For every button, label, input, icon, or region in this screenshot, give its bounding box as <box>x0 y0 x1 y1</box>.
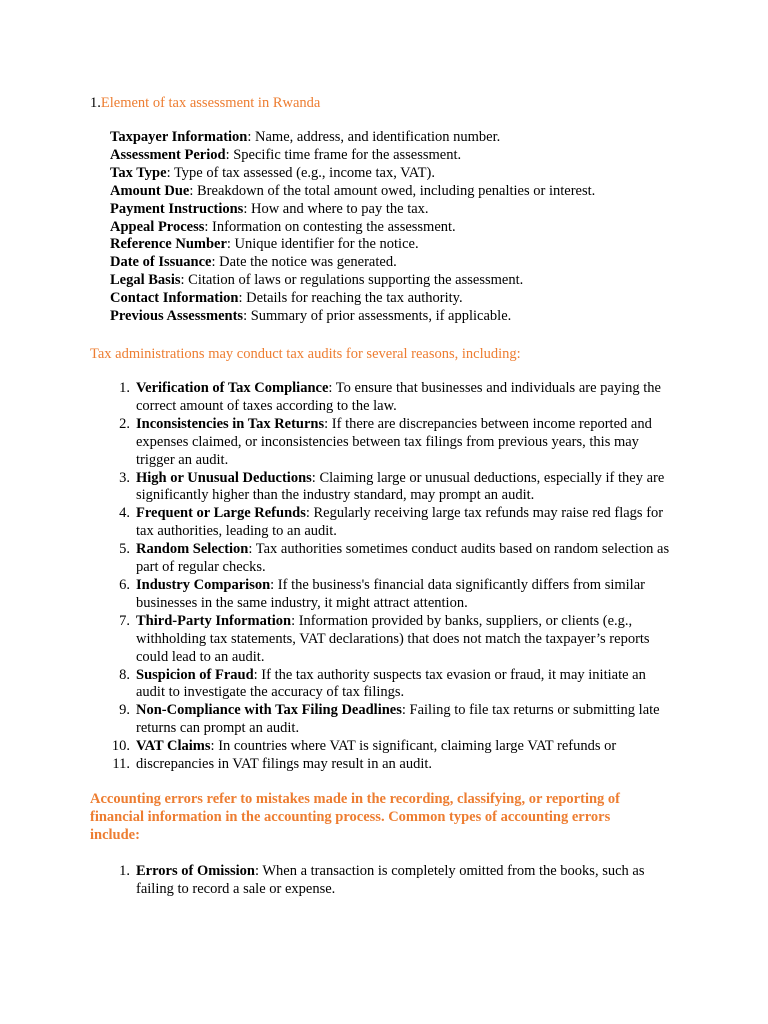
list-item <box>0 577 676 613</box>
item-desc: : If the tax authority suspects tax evasion or fraud, it may initiate an audit to investigate the accuracy of tax filings. <box>136 666 646 701</box>
item-number: 3. <box>119 469 130 486</box>
item-term: Tax Type <box>110 164 167 181</box>
heading-title: Element of tax assessment in Rwanda <box>100 95 321 111</box>
list-item <box>0 380 676 416</box>
list-item <box>110 219 710 237</box>
item-term: Third-Party Information <box>136 612 292 629</box>
item-desc: : Failing to file tax returns or submitting late returns can prompt an audit. <box>136 702 660 737</box>
item-desc: : Information on contesting the assessment. <box>204 218 456 235</box>
item-number: 10. <box>111 738 130 755</box>
item-desc: : To ensure that businesses and individuals are paying the correct amount of taxes according to the law. <box>136 380 661 414</box>
item-desc: : When a transaction is completely omitted from the books, such as failing to record a sale or expense. <box>136 863 645 897</box>
item-number: 7. <box>119 612 130 629</box>
item-term: High or Unusual Deductions <box>136 469 312 486</box>
item-desc: : Claiming large or unusual deductions, especially if they are significantly higher than the industry standard, may prompt an audit. <box>136 469 665 504</box>
item-desc: : Information provided by banks, suppliers, or clients (e.g., withholding tax statements, VAT declarations) that does not match the taxpayer’s reports could lead to an audit. <box>136 612 650 665</box>
list-item <box>0 505 676 541</box>
item-number: 5. <box>119 541 130 558</box>
item-number: 1. <box>119 863 130 879</box>
list-item <box>110 254 710 272</box>
list-item <box>0 863 676 899</box>
item-desc: : Details for reaching the tax authority. <box>238 290 463 307</box>
list-item <box>0 667 676 703</box>
item-desc: : Specific time frame for the assessment. <box>225 146 462 163</box>
item-term: Appeal Process <box>110 218 205 235</box>
item-number: 2. <box>119 415 130 432</box>
item-term: Taxpayer Information <box>110 129 248 145</box>
list-item <box>0 702 676 738</box>
list-item <box>0 416 676 470</box>
item-desc: : Type of tax assessed (e.g., income tax, VAT). <box>166 164 435 181</box>
item-desc: : How and where to pay the tax. <box>243 200 429 217</box>
item-desc: : Name, address, and identification number. <box>247 129 501 145</box>
list-item <box>0 541 676 577</box>
list-item <box>110 147 710 165</box>
item-number: 4. <box>119 505 130 522</box>
item-desc: discrepancies in VAT filings may result in an audit. <box>136 756 432 773</box>
list-item <box>110 308 710 326</box>
item-term: Reference Number <box>110 236 227 253</box>
item-term: Errors of Omission <box>136 863 255 879</box>
accounting-errors-list <box>0 863 768 899</box>
item-term: Non-Compliance with Tax Filing Deadlines <box>136 702 402 719</box>
item-number: 8. <box>119 666 130 683</box>
item-term: Payment Instructions <box>110 200 244 217</box>
list-item <box>0 738 676 756</box>
item-number: 11. <box>112 756 130 773</box>
item-desc: : In countries where VAT is significant, claiming large VAT refunds or <box>210 738 617 755</box>
item-number: 1. <box>119 380 130 396</box>
section-heading <box>90 94 680 112</box>
item-desc: : Unique identifier for the notice. <box>226 236 419 253</box>
item-number: 6. <box>119 576 130 593</box>
item-term: Frequent or Large Refunds <box>136 505 306 522</box>
item-term: Inconsistencies in Tax Returns <box>136 415 325 432</box>
item-desc: : Breakdown of the total amount owed, including penalties or interest. <box>189 182 596 199</box>
list-item <box>110 272 710 290</box>
item-term: Suspicion of Fraud <box>136 666 254 683</box>
item-term: Amount Due <box>110 182 190 199</box>
audit-intro: Tax administrations may conduct tax audits for several reasons, including: <box>90 346 521 362</box>
item-term: Legal Basis <box>110 272 181 289</box>
list-item <box>110 201 710 219</box>
list-item <box>110 290 710 308</box>
item-term: VAT Claims <box>136 738 211 755</box>
item-term: Industry Comparison <box>136 576 271 593</box>
item-desc: : Date the notice was generated. <box>211 254 397 271</box>
list-item <box>0 470 676 506</box>
errors-intro: Accounting errors refer to mistakes made in the recording, classifying, or reporting of financial information in the accounting process. Common types of accounting errors include: <box>90 791 620 843</box>
item-term: Verification of Tax Compliance <box>136 380 329 396</box>
item-desc: : Citation of laws or regulations supporting the assessment. <box>180 272 524 289</box>
list-item <box>110 129 710 147</box>
item-desc: : If there are discrepancies between income reported and expenses claimed, or inconsistencies between tax filings from previous years, this may trigger an audit. <box>136 415 652 468</box>
item-term: Assessment Period <box>110 146 226 163</box>
list-item <box>110 183 710 201</box>
assessment-elements-list <box>110 129 710 326</box>
item-number: 9. <box>119 702 130 719</box>
audit-reasons-list <box>0 380 768 774</box>
item-term: Contact Information <box>110 290 239 307</box>
list-item <box>0 756 676 774</box>
item-desc: : If the business's financial data significantly differs from similar businesses in the same industry, it might attract attention. <box>136 576 645 611</box>
heading-number: 1. <box>90 95 101 111</box>
item-desc: : Regularly receiving large tax refunds may raise red flags for tax authorities, leading to an audit. <box>136 505 664 540</box>
item-term: Previous Assessments <box>110 308 244 325</box>
item-desc: : Tax authorities sometimes conduct audits based on random selection as part of regular checks. <box>136 541 670 576</box>
item-term: Random Selection <box>136 541 249 558</box>
list-item <box>0 613 676 667</box>
item-term: Date of Issuance <box>110 254 212 271</box>
list-item <box>110 236 710 254</box>
list-item <box>110 165 710 183</box>
item-desc: : Summary of prior assessments, if applicable. <box>243 308 512 325</box>
